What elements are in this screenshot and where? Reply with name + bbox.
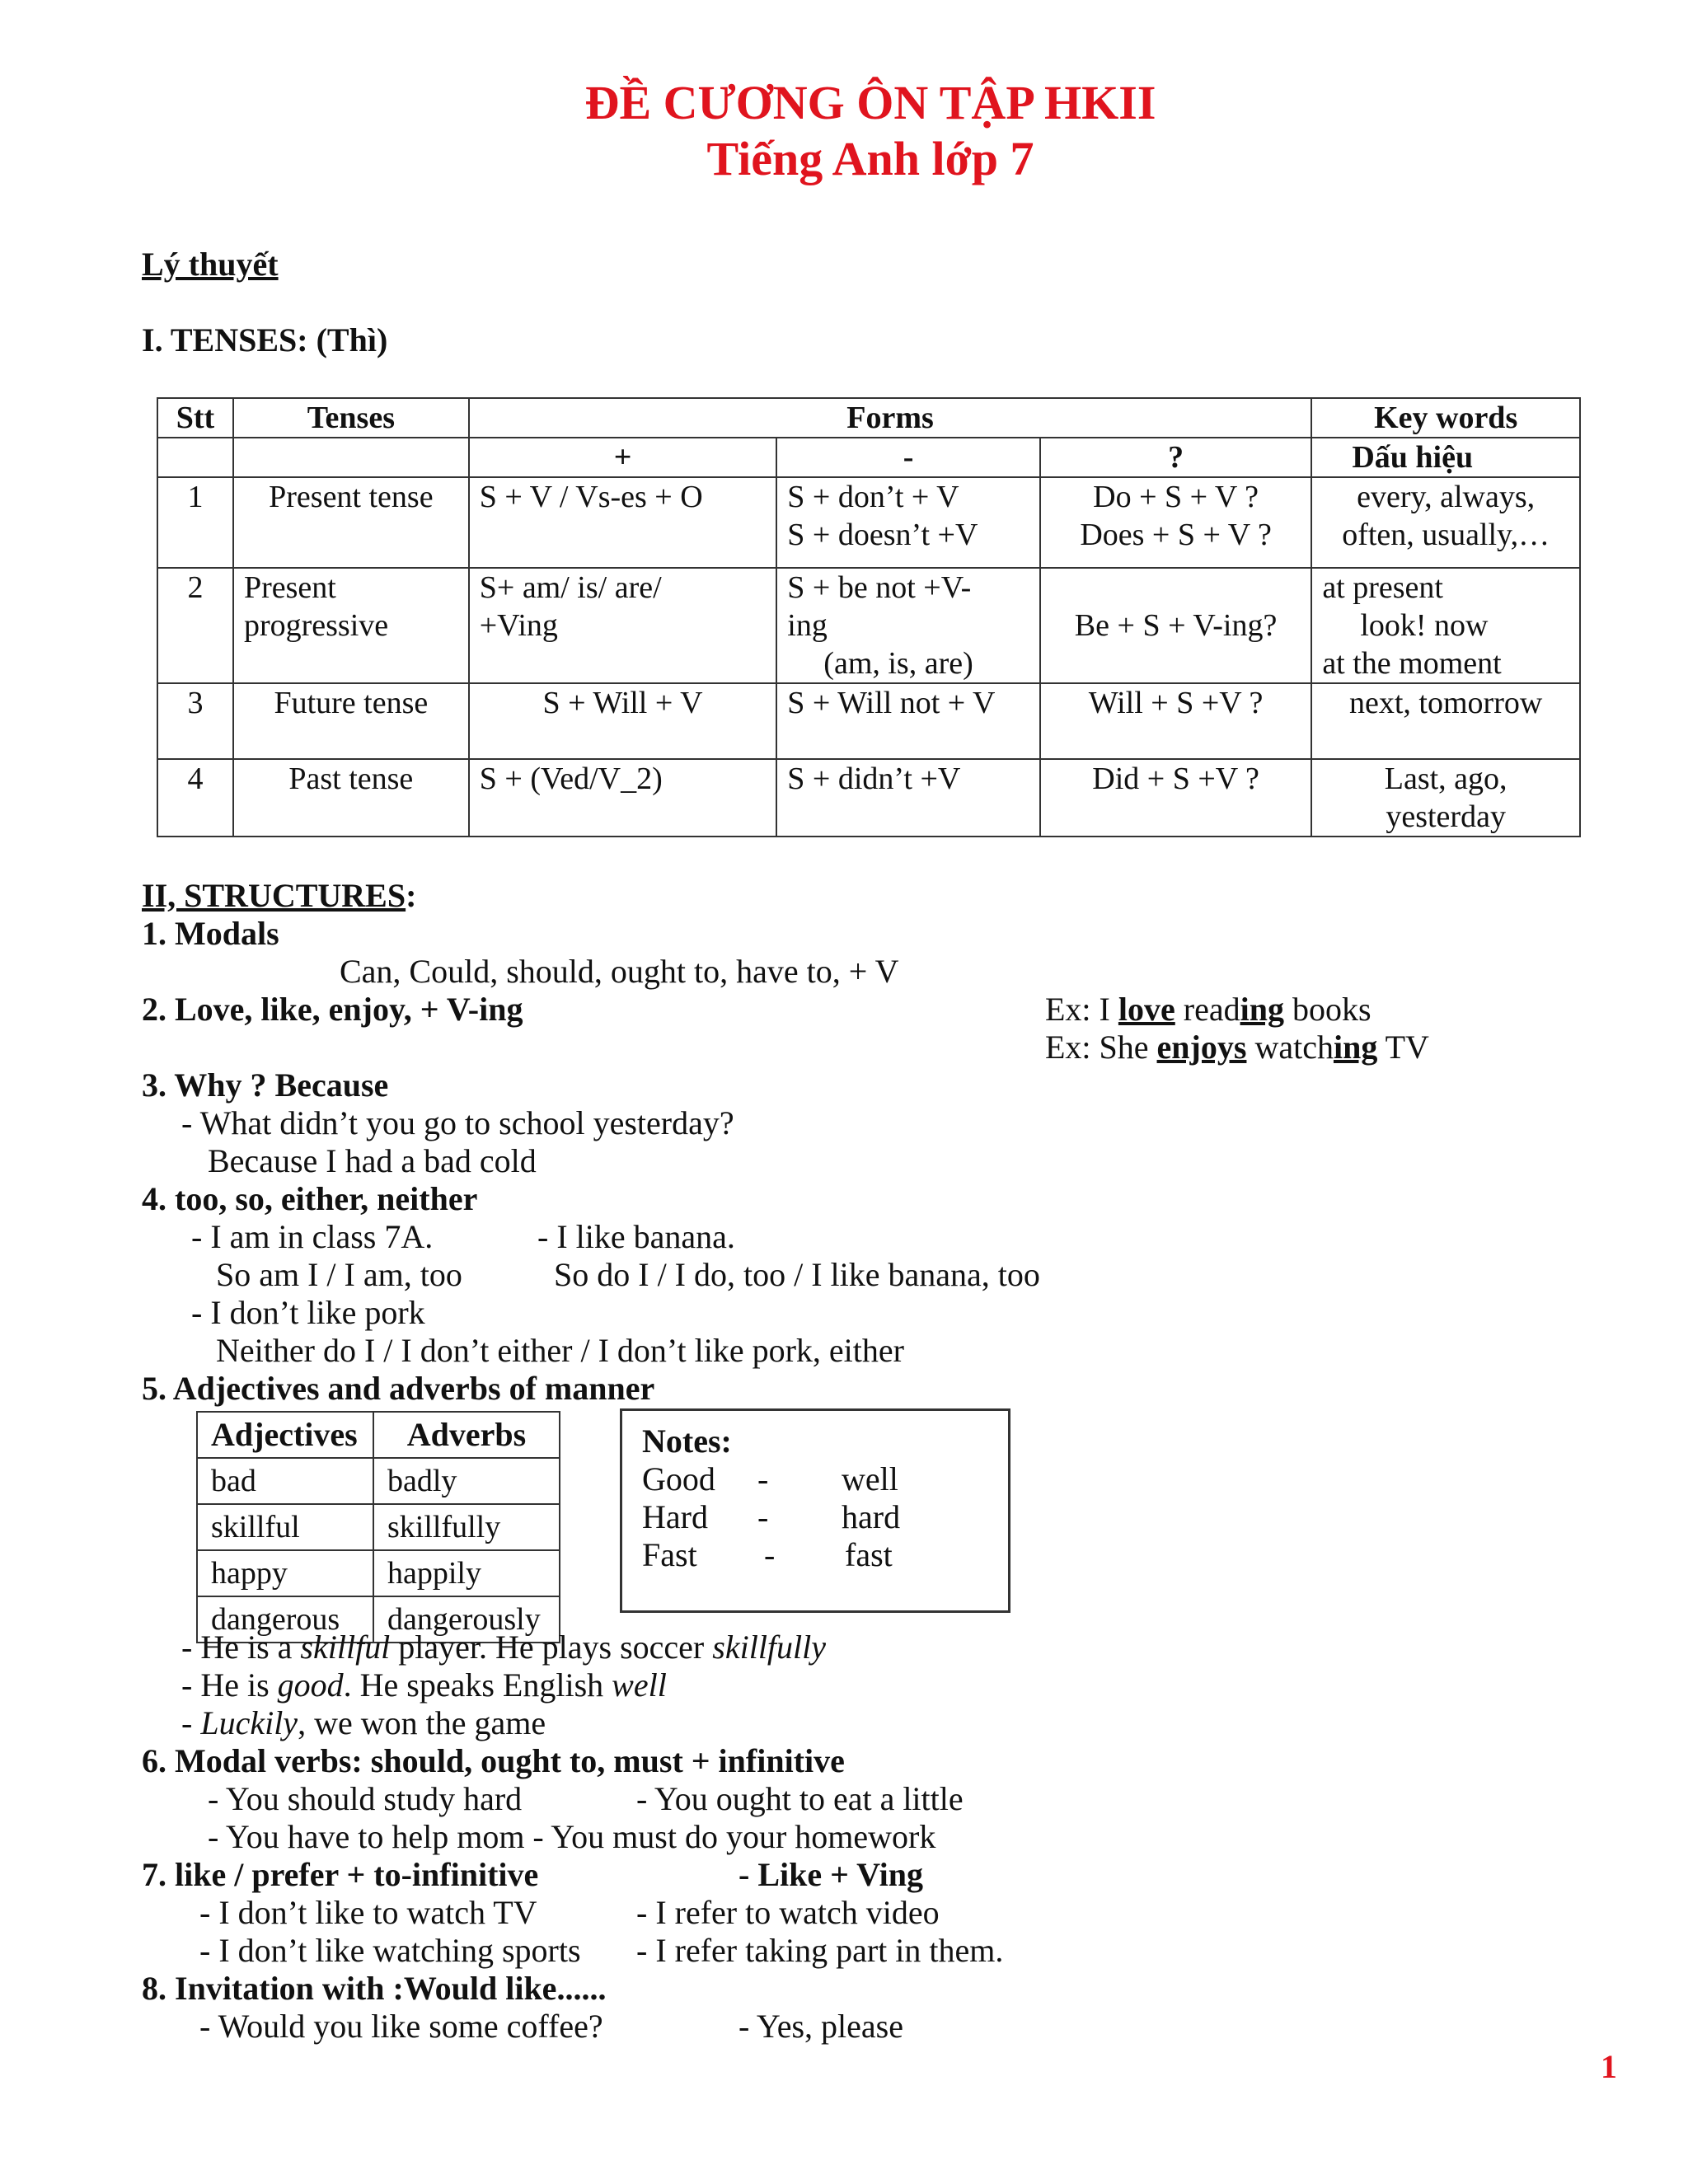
tenses-subheader-row xyxy=(157,438,1580,477)
header-adjectives: Adjectives xyxy=(197,1412,373,1458)
note-word: Good xyxy=(642,1460,715,1497)
structures-heading: II, STRUCTURES: xyxy=(142,877,417,914)
adverb-cell: dangerously xyxy=(373,1596,560,1643)
like-prefer-line1b: - I refer to watch video xyxy=(636,1894,940,1931)
subheader-minus: - xyxy=(776,438,1040,477)
adjectives-adverbs-table xyxy=(196,1411,560,1643)
like-prefer-line2b: - I refer taking part in them. xyxy=(636,1932,1004,1969)
row-stt: 2 xyxy=(157,568,233,683)
row-tense: Present tense xyxy=(233,477,469,568)
row-stt: 4 xyxy=(157,759,233,837)
adverb-example-2: - He is good. He speaks English well xyxy=(181,1666,667,1704)
like-ving-title: - Like + Ving xyxy=(738,1856,923,1893)
row-stt: 3 xyxy=(157,683,233,759)
note-adverb: well xyxy=(842,1460,898,1497)
row-minus: S + Will not + V xyxy=(776,683,1040,759)
note-dash: - xyxy=(757,1460,769,1497)
love-example: Ex: I love reading books xyxy=(1045,991,1372,1028)
tenses-heading: I. TENSES: (Thì) xyxy=(142,321,388,359)
table-row xyxy=(197,1458,560,1504)
row-plus: S+ am/ is/ are/ +Ving xyxy=(469,568,777,683)
enjoy-example: Ex: She enjoys watching TV xyxy=(1045,1029,1429,1066)
invitation-title: 8. Invitation with :Would like...... xyxy=(142,1970,607,2007)
row-minus: S + didn’t +V xyxy=(776,759,1040,837)
header-adverbs: Adverbs xyxy=(373,1412,560,1458)
subheader-question: ? xyxy=(1040,438,1311,477)
note-adverb: fast xyxy=(845,1536,893,1573)
table-row xyxy=(157,759,1580,837)
adjective-cell: happy xyxy=(197,1550,373,1596)
table-row xyxy=(157,477,1580,568)
adverb-example-1: - He is a skillful player. He plays soccer skillfully xyxy=(181,1629,827,1666)
table-row xyxy=(157,568,1580,683)
too-so-line1b: - I like banana. xyxy=(537,1218,735,1255)
modal-verbs-line1b: - You ought to eat a little xyxy=(636,1780,964,1817)
adverb-cell: badly xyxy=(373,1458,560,1504)
row-question: Will + S +V ? xyxy=(1040,683,1311,759)
note-adverb: hard xyxy=(842,1498,901,1535)
note-dash: - xyxy=(757,1498,769,1535)
too-so-line4: Neither do I / I don’t either / I don’t like pork, either xyxy=(216,1332,904,1369)
row-keywords: Last, ago, yesterday xyxy=(1311,759,1580,837)
subheader-plus: + xyxy=(469,438,777,477)
row-minus: S + be not +V- ing (am, is, are) xyxy=(776,568,1040,683)
like-prefer-title: 7. like / prefer + to-infinitive xyxy=(142,1856,539,1893)
like-prefer-line2a: - I don’t like watching sports xyxy=(199,1932,581,1969)
row-tense: Past tense xyxy=(233,759,469,837)
page-number: 1 xyxy=(1601,2048,1617,2085)
too-so-line2a: So am I / I am, too xyxy=(216,1256,462,1293)
love-like-title: 2. Love, like, enjoy, + V-ing xyxy=(142,991,523,1028)
why-question: - What didn’t you go to school yesterday? xyxy=(181,1104,734,1141)
header-forms: Forms xyxy=(469,398,1312,438)
why-answer: Because I had a bad cold xyxy=(208,1142,537,1179)
notes-title: Notes: xyxy=(642,1422,732,1460)
subheader-keywords-vi: Dấu hiệu xyxy=(1311,438,1580,477)
adverb-cell: skillfully xyxy=(373,1504,560,1550)
note-dash: - xyxy=(764,1536,776,1573)
why-because-title: 3. Why ? Because xyxy=(142,1066,389,1104)
table-row xyxy=(157,683,1580,759)
too-so-line2b: So do I / I do, too / I like banana, too xyxy=(554,1256,1040,1293)
adjectives-adverbs-title: 5. Adjectives and adverbs of manner xyxy=(142,1370,655,1407)
row-keywords: at present look! now at the moment xyxy=(1311,568,1580,683)
adverb-cell: happily xyxy=(373,1550,560,1596)
tenses-table xyxy=(157,397,1581,837)
header-keywords: Key words xyxy=(1311,398,1580,438)
too-so-title: 4. too, so, either, neither xyxy=(142,1180,478,1217)
row-plus: S + V / Vs-es + O xyxy=(469,477,777,568)
header-tenses: Tenses xyxy=(233,398,469,438)
row-question: Be + S + V-ing? xyxy=(1040,568,1311,683)
row-minus: S + don’t + V S + doesn’t +V xyxy=(776,477,1040,568)
row-plus: S + (Ved/V_2) xyxy=(469,759,777,837)
invitation-question: - Would you like some coffee? xyxy=(199,2008,603,2045)
adjective-cell: bad xyxy=(197,1458,373,1504)
adjective-cell: skillful xyxy=(197,1504,373,1550)
row-stt: 1 xyxy=(157,477,233,568)
row-question: Did + S +V ? xyxy=(1040,759,1311,837)
row-keywords: next, tomorrow xyxy=(1311,683,1580,759)
modal-verbs-line1a: - You should study hard xyxy=(208,1780,523,1817)
header-stt: Stt xyxy=(157,398,233,438)
row-tense: Present progressive xyxy=(233,568,469,683)
tenses-header-row xyxy=(157,398,1580,438)
modals-line: Can, Could, should, ought to, have to, + V xyxy=(340,953,899,990)
document-subtitle: Tiếng Anh lớp 7 xyxy=(706,132,1034,185)
like-prefer-line1a: - I don’t like to watch TV xyxy=(199,1894,537,1931)
row-question: Do + S + V ? Does + S + V ? xyxy=(1040,477,1311,568)
note-word: Fast xyxy=(642,1536,697,1573)
invitation-answer: - Yes, please xyxy=(738,2008,903,2045)
table-row xyxy=(197,1412,560,1458)
row-tense: Future tense xyxy=(233,683,469,759)
modal-verbs-line2: - You have to help mom - You must do your homework xyxy=(208,1818,936,1855)
adjective-cell: dangerous xyxy=(197,1596,373,1643)
modals-title: 1. Modals xyxy=(142,915,279,952)
table-row xyxy=(197,1504,560,1550)
too-so-line3: - I don’t like pork xyxy=(191,1294,425,1331)
modal-verbs-title: 6. Modal verbs: should, ought to, must + infinitive xyxy=(142,1742,845,1779)
row-plus: S + Will + V xyxy=(469,683,777,759)
too-so-line1a: - I am in class 7A. xyxy=(191,1218,434,1255)
row-keywords: every, always, often, usually,… xyxy=(1311,477,1580,568)
table-row xyxy=(197,1550,560,1596)
adverb-example-3: - Luckily, we won the game xyxy=(181,1704,546,1741)
document-title: ĐỀ CƯƠNG ÔN TẬP HKII xyxy=(584,76,1156,129)
notes-box xyxy=(620,1408,1010,1613)
note-word: Hard xyxy=(642,1498,708,1535)
section-theory-heading: Lý thuyết xyxy=(142,246,279,283)
